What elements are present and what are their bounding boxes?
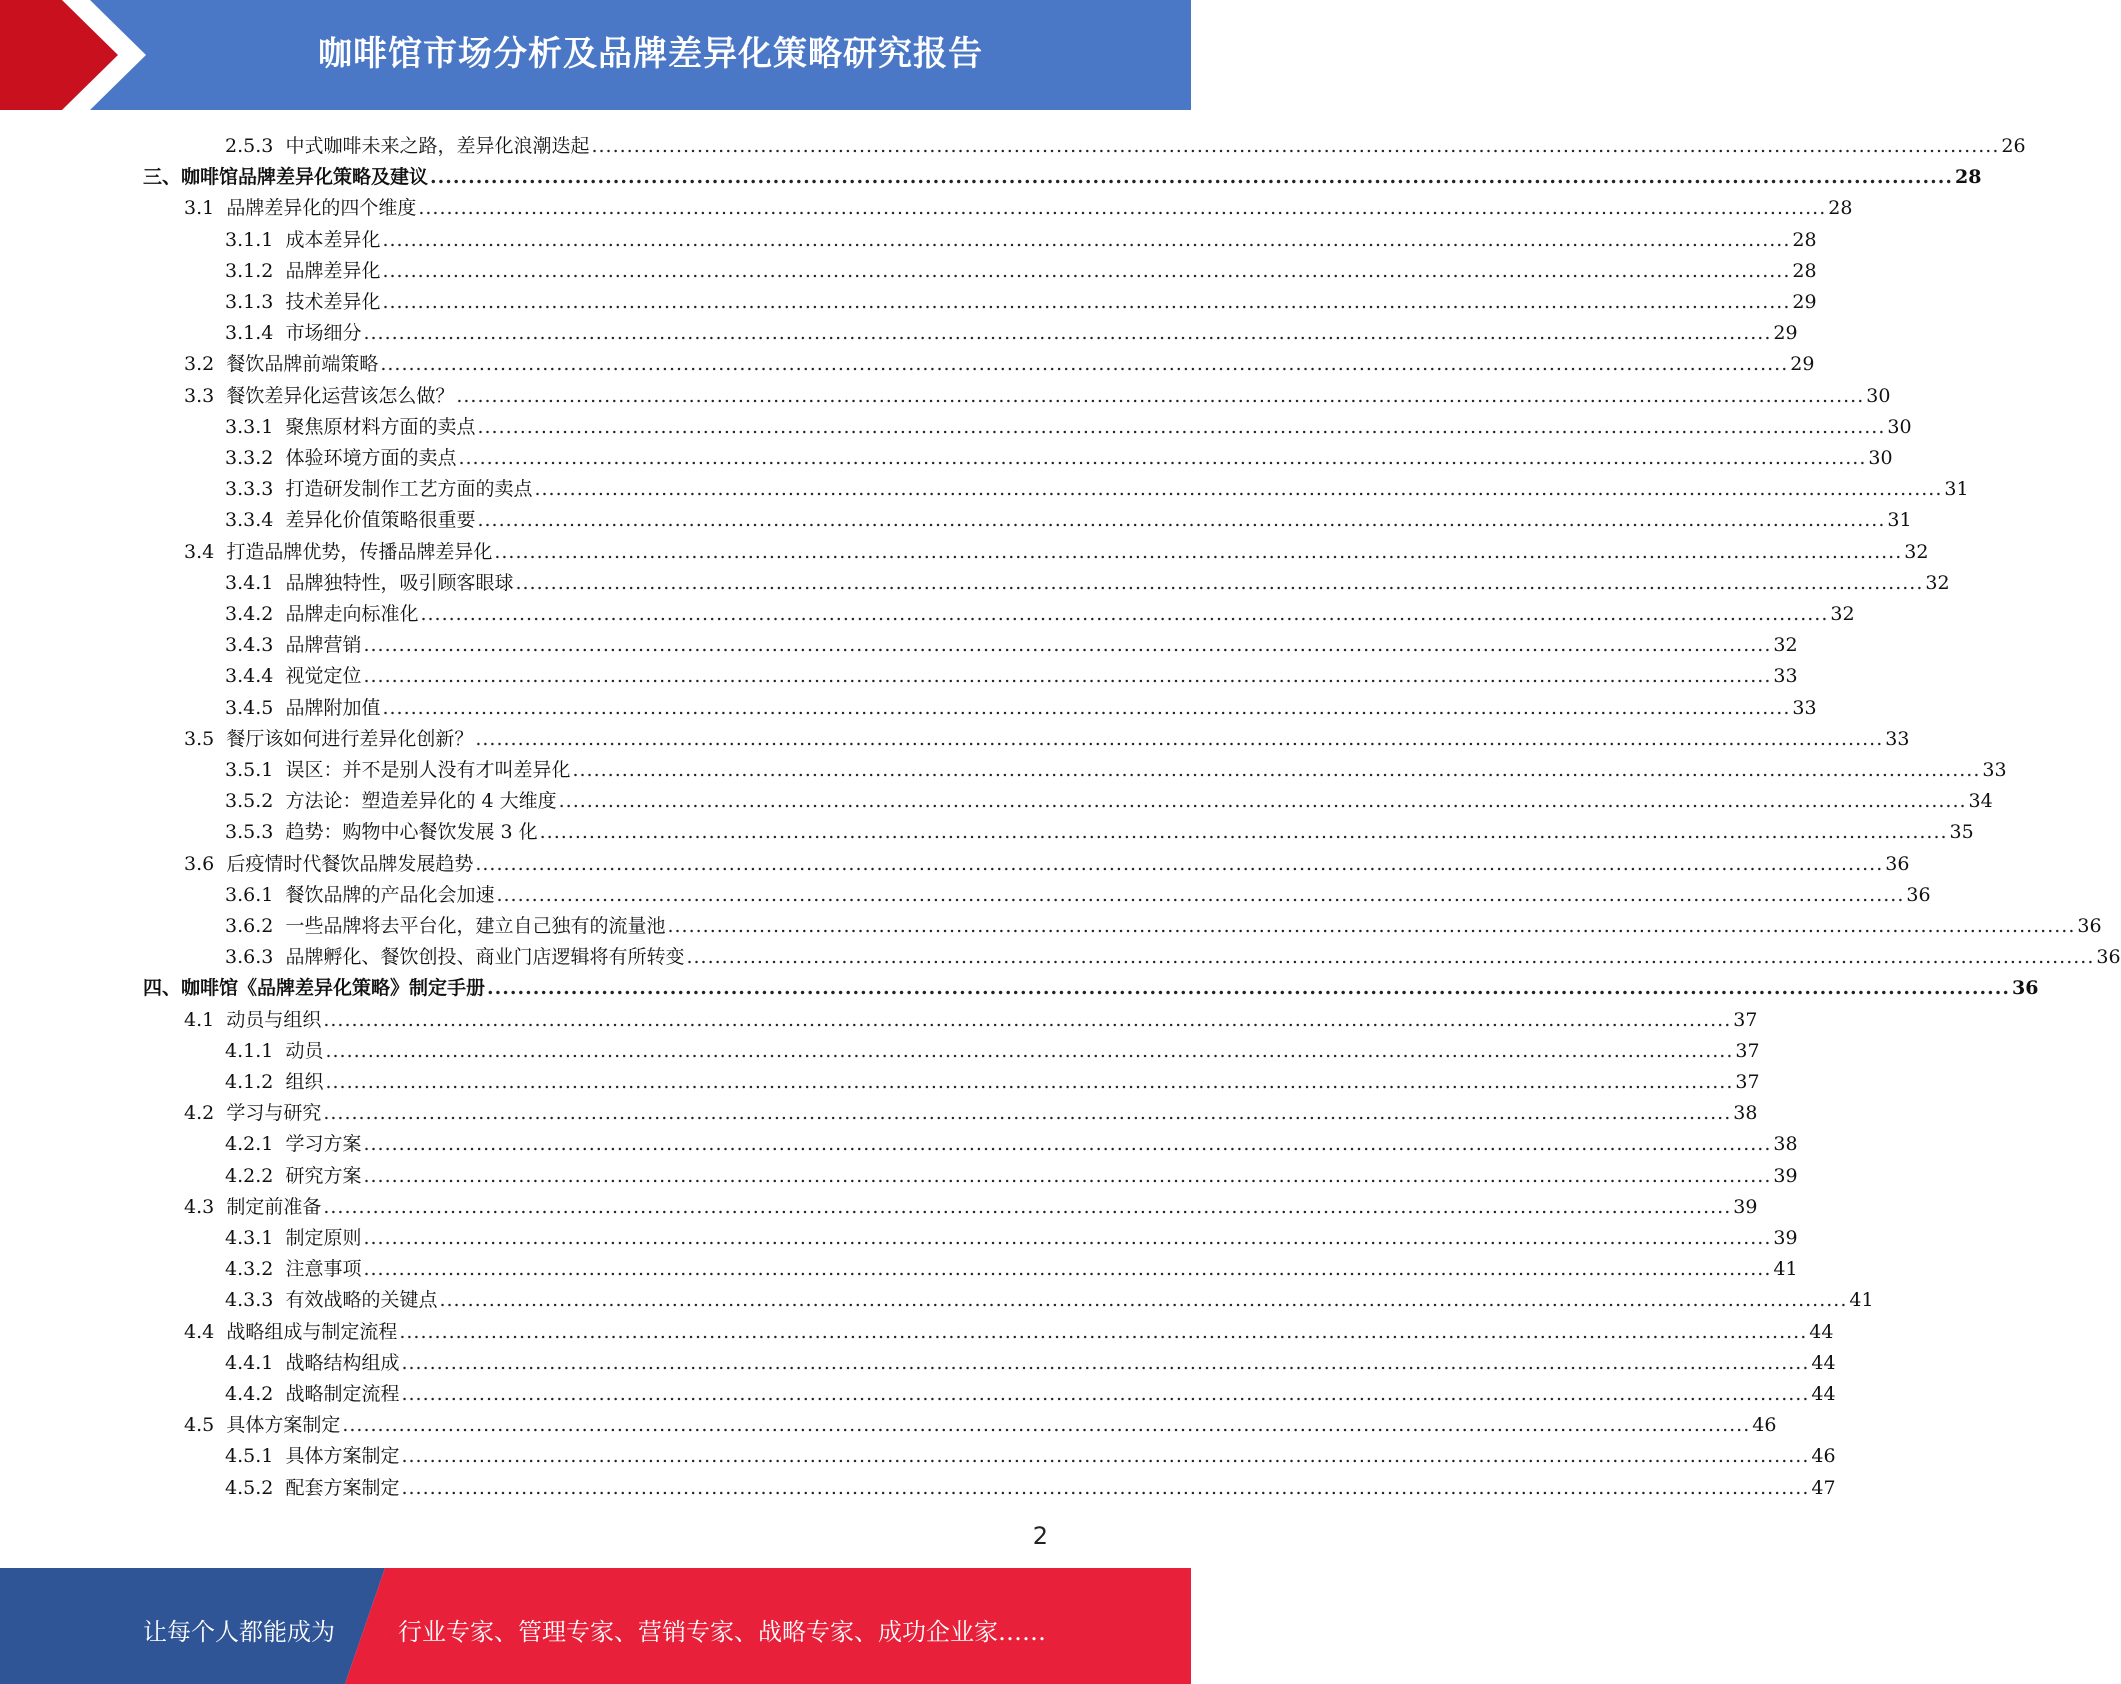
toc-entry-gap: [214, 1320, 226, 1344]
toc-entry-number: 3.6.1: [225, 883, 274, 906]
toc-entry-title: 成本差异化: [285, 228, 381, 251]
toc-dot-leader: ........................................................................................................................................................................................................: [401, 1445, 1810, 1468]
toc-entry-gap: [273, 508, 285, 532]
toc-entry-gap: [273, 633, 285, 657]
toc-entry[interactable]: [184, 846, 1910, 876]
toc-entry-number: 4.5.1: [225, 1445, 274, 1468]
toc-entry-page: 32: [1904, 540, 1929, 563]
toc-entry-title: 具体方案制定: [226, 1414, 341, 1437]
toc-entry-page: 30: [1868, 447, 1893, 469]
toc-entry-title: 注意事项: [285, 1258, 362, 1281]
toc-dot-leader: ........................................................................................................................................................................................................: [380, 353, 1789, 376]
toc-dot-leader: ........................................................................................................................................................................................................: [401, 1351, 1810, 1374]
toc-entry-title: 品牌附加值: [285, 696, 381, 719]
toc-entry-title: 动员: [285, 1039, 324, 1062]
toc-entry-page: 41: [1773, 1258, 1798, 1281]
toc-dot-leader: ........................................................................................................................................................................................................: [475, 852, 1884, 875]
toc-entry-title: 打造研发制作工艺方面的卖点: [285, 478, 533, 501]
toc-entry-number: 3.6: [184, 852, 215, 875]
toc-entry-gap: [273, 134, 285, 158]
toc-entry-page: 30: [1887, 415, 1912, 438]
toc-entry-title: 三、咖啡馆品牌差异化策略及建议: [143, 166, 429, 189]
toc-entry-gap: [273, 415, 285, 439]
toc-entry[interactable]: [225, 1282, 1874, 1312]
toc-entry-gap: [273, 259, 285, 283]
toc-dot-leader: ........................................................................................................................................................................................................: [558, 790, 1967, 813]
toc-entry[interactable]: [225, 752, 2007, 782]
toc-entry-title: 战略组成与制定流程: [226, 1320, 398, 1343]
toc-dot-leader: ........................................................................................................................................................................................................: [363, 1258, 1772, 1281]
toc-entry-gap: [273, 1288, 285, 1312]
toc-entry[interactable]: [225, 877, 1931, 907]
toc-entry-number: 3.6.2: [225, 915, 274, 937]
toc-entry-title: 误区：并不是别人没有才叫差异化: [285, 759, 571, 781]
toc-entry-title: 学习方案: [285, 1133, 362, 1156]
toc-entry[interactable]: [184, 721, 1910, 751]
toc-entry-number: 3.1.4: [225, 322, 274, 345]
toc-dot-leader: ........................................................................................................................................................................................................: [456, 384, 1865, 407]
toc-dot-leader: ........................................................................................................................................................................................................: [515, 571, 1924, 594]
toc-entry-number: 4.5.2: [225, 1476, 274, 1499]
toc-entry[interactable]: [184, 378, 1891, 408]
toc-entry-number: 3.6.3: [225, 946, 274, 969]
toc-dot-leader: ........................................................................................................................................................................................................: [325, 1039, 1734, 1062]
toc-entry-number: 4.3.1: [225, 1227, 274, 1249]
toc-entry-page: 28: [1792, 259, 1817, 282]
toc-entry[interactable]: [184, 1189, 1758, 1219]
toc-entry-gap: [273, 1476, 285, 1500]
toc-entry[interactable]: [143, 970, 2039, 1000]
toc-entry-number: 3.1.1: [225, 228, 274, 251]
toc-entry-page: 44: [1811, 1383, 1836, 1405]
toc-entry-page: 37: [1735, 1071, 1760, 1093]
toc-entry-title: 后疫情时代餐饮品牌发展趋势: [226, 852, 474, 875]
toc-entry-page: 39: [1773, 1227, 1798, 1249]
toc-entry-gap: [214, 1413, 226, 1437]
toc-dot-leader: ........................................................................................................................................................................................................: [494, 540, 1903, 563]
toc-entry-title: 餐饮品牌的产品化会加速: [285, 883, 495, 906]
toc-entry-page: 38: [1773, 1133, 1798, 1156]
toc-entry-number: 3.1: [184, 197, 215, 220]
toc-entry-page: 44: [1809, 1320, 1834, 1343]
toc-dot-leader: ........................................................................................................................................................................................................: [325, 1071, 1734, 1093]
toc-entry-page: 29: [1792, 291, 1817, 313]
toc-dot-leader: ........................................................................................................................................................................................................: [686, 946, 2095, 969]
toc-dot-leader: ........................................................................................................................................................................................................: [363, 634, 1772, 657]
toc-entry[interactable]: [225, 627, 1798, 657]
toc-entry[interactable]: [225, 440, 1893, 470]
toc-entry-number: 4.5: [184, 1414, 215, 1437]
toc-dot-leader: ........................................................................................................................................................................................................: [477, 415, 1886, 438]
toc-entry[interactable]: [225, 409, 1912, 439]
toc-entry-page: 36: [2096, 946, 2121, 969]
toc-entry-number: 4.1.1: [225, 1039, 274, 1062]
toc-entry-title: 技术差异化: [285, 291, 381, 313]
toc-dot-leader: ........................................................................................................................................................................................................: [323, 1102, 1732, 1125]
toc-entry-gap: [273, 228, 285, 252]
toc-entry-title: 具体方案制定: [285, 1445, 400, 1468]
toc-entry-page: 31: [1887, 509, 1912, 532]
toc-entry-number: 4.2.1: [225, 1133, 274, 1156]
toc-entry[interactable]: [225, 315, 1798, 345]
toc-dot-leader: ........................................................................................................................................................................................................: [363, 322, 1772, 345]
toc-entry[interactable]: [184, 346, 1815, 376]
toc-entry[interactable]: [225, 908, 2102, 938]
toc-entry-gap: [273, 664, 285, 688]
red-arrow-decoration: [0, 0, 150, 110]
toc-dot-leader: ........................................................................................................................................................................................................: [475, 727, 1884, 750]
toc-entry-page: 32: [1830, 603, 1855, 625]
toc-entry-page: 36: [2077, 915, 2102, 937]
toc-dot-leader: ........................................................................................................................................................................................................: [382, 696, 1791, 719]
toc-entry-gap: [273, 1070, 285, 1094]
toc-dot-leader: ........................................................................................................................................................................................................: [667, 915, 2076, 937]
toc-dot-leader: ........................................................................................................................................................................................................: [439, 1289, 1848, 1312]
toc-entry-number: 3.5.2: [225, 790, 274, 813]
toc-entry[interactable]: [225, 1251, 1798, 1281]
toc-entry-number: 3.5.1: [225, 759, 274, 781]
toc-dot-leader: ........................................................................................................................................................................................................: [382, 291, 1791, 313]
toc-entry-title: 学习与研究: [226, 1102, 322, 1125]
toc-entry-page: 36: [2011, 977, 2039, 1000]
toc-dot-leader: ........................................................................................................................................................................................................: [363, 1227, 1772, 1249]
toc-dot-leader: ........................................................................................................................................................................................................: [430, 166, 1953, 189]
toc-entry-gap: [273, 883, 285, 907]
toc-entry-number: 4.2: [184, 1102, 215, 1125]
toc-entry-gap: [214, 1195, 226, 1219]
toc-entry-gap: [273, 321, 285, 345]
toc-entry[interactable]: [225, 1438, 1836, 1468]
toc-entry-page: 29: [1773, 322, 1798, 345]
toc-entry[interactable]: [225, 565, 1950, 595]
toc-entry-page: 38: [1733, 1102, 1758, 1125]
toc-entry[interactable]: [225, 939, 2121, 969]
toc-entry-gap: [273, 1257, 285, 1281]
toc-entry[interactable]: [225, 222, 1817, 252]
toc-dot-leader: ........................................................................................................................................................................................................: [342, 1414, 1751, 1437]
toc-entry[interactable]: [225, 1126, 1798, 1156]
toc-entry-title: 餐厅该如何进行差异化创新？: [226, 727, 474, 750]
toc-entry[interactable]: [225, 1376, 1836, 1406]
toc-entry-page: 32: [1773, 634, 1798, 657]
toc-entry-number: 3.1.2: [225, 259, 274, 282]
toc-entry-title: 动员与组织: [226, 1008, 322, 1031]
toc-entry-gap: [214, 352, 226, 376]
toc-entry-gap: [273, 914, 285, 938]
toc-entry-gap: [273, 602, 285, 626]
toc-entry-gap: [273, 1039, 285, 1063]
toc-entry[interactable]: [225, 783, 1993, 813]
toc-entry-page: 39: [1733, 1195, 1758, 1218]
toc-entry-title: 品牌营销: [285, 634, 362, 657]
toc-entry-number: 3.4.1: [225, 571, 274, 594]
toc-entry-number: 3.5.3: [225, 821, 274, 844]
toc-entry-page: 32: [1925, 571, 1950, 594]
toc-entry-gap: [273, 290, 285, 314]
footer-banner: [0, 1568, 1191, 1684]
toc-entry-number: 4.4.1: [225, 1351, 274, 1374]
toc-entry-number: 3.1.3: [225, 291, 274, 313]
toc-entry[interactable]: [225, 253, 1817, 283]
toc-entry-number: 4.4.2: [225, 1383, 274, 1405]
toc-entry-title: 战略制定流程: [285, 1383, 400, 1405]
toc-entry-page: 33: [1773, 665, 1798, 688]
toc-entry-gap: [273, 1351, 285, 1375]
toc-entry-gap: [273, 571, 285, 595]
toc-entry-page: 46: [1811, 1445, 1836, 1468]
toc-entry[interactable]: [225, 1470, 1836, 1500]
toc-entry-gap: [273, 945, 285, 969]
toc-entry-page: 37: [1733, 1008, 1758, 1031]
toc-entry-gap: [273, 446, 285, 470]
toc-entry-gap: [214, 384, 226, 408]
toc-dot-leader: ........................................................................................................................................................................................................: [539, 821, 1948, 844]
toc-entry-title: 四、咖啡馆《品牌差异化策略》制定手册: [143, 977, 486, 1000]
header-bar: [0, 0, 1191, 110]
toc-entry-title: 品牌差异化: [285, 259, 381, 282]
toc-entry-number: 3.3.3: [225, 478, 274, 501]
toc-entry[interactable]: [225, 1345, 1836, 1375]
toc-entry-gap: [273, 1382, 285, 1406]
toc-entry[interactable]: [225, 128, 2026, 158]
toc-entry-title: 研究方案: [285, 1164, 362, 1187]
toc-entry-number: 3.5: [184, 727, 215, 750]
toc-entry-gap: [273, 1226, 285, 1250]
toc-entry-page: 34: [1968, 790, 1993, 813]
toc-dot-leader: ........................................................................................................................................................................................................: [496, 883, 1905, 906]
toc-entry-gap: [273, 758, 285, 782]
toc-entry-page: 33: [1885, 727, 1910, 750]
toc-entry[interactable]: [184, 1095, 1758, 1125]
toc-entry-page: 33: [1792, 696, 1817, 719]
toc-entry-number: 4.4: [184, 1320, 215, 1343]
toc-entry-title: 视觉定位: [285, 665, 362, 688]
toc-entry-title: 聚焦原材料方面的卖点: [285, 415, 476, 438]
toc-dot-leader: ........................................................................................................................................................................................................: [382, 228, 1791, 251]
toc-dot-leader: ........................................................................................................................................................................................................: [399, 1320, 1808, 1343]
toc-dot-leader: ........................................................................................................................................................................................................: [323, 1008, 1732, 1031]
toc-entry[interactable]: [184, 1314, 1834, 1344]
toc-entry-title: 有效战略的关键点: [285, 1289, 438, 1312]
toc-entry-gap: [273, 696, 285, 720]
toc-entry-number: 3.4.4: [225, 665, 274, 688]
toc-entry[interactable]: [184, 190, 1853, 220]
toc-entry-title: 战略结构组成: [285, 1351, 400, 1374]
toc-dot-leader: ........................................................................................................................................................................................................: [534, 478, 1943, 501]
toc-entry-number: 3.4.2: [225, 603, 274, 625]
toc-entry-gap: [273, 1132, 285, 1156]
toc-entry-title: 打造品牌优势，传播品牌差异化: [226, 540, 493, 563]
toc-entry-title: 组织: [285, 1071, 324, 1093]
toc-entry-title: 制定前准备: [226, 1195, 322, 1218]
document-title: 咖啡馆市场分析及品牌差异化策略研究报告: [318, 34, 983, 74]
toc-entry-gap: [273, 789, 285, 813]
toc-entry[interactable]: [184, 534, 1929, 564]
toc-entry-number: 4.2.2: [225, 1164, 274, 1187]
toc-entry-page: 44: [1811, 1351, 1836, 1374]
toc-entry-gap: [273, 1444, 285, 1468]
toc-dot-leader: ........................................................................................................................................................................................................: [418, 197, 1827, 220]
toc-entry-title: 餐饮差异化运营该怎么做？: [226, 384, 455, 407]
toc-entry-title: 趋势：购物中心餐饮发展 3 化: [285, 821, 538, 844]
toc-entry[interactable]: [225, 284, 1817, 314]
toc-dot-leader: ........................................................................................................................................................................................................: [382, 259, 1791, 282]
toc-entry-number: 3.3: [184, 384, 215, 407]
toc-entry-page: 41: [1849, 1289, 1874, 1312]
toc-entry-number: 4.3.3: [225, 1289, 274, 1312]
toc-entry-gap: [273, 1164, 285, 1188]
toc-entry-gap: [214, 727, 226, 751]
toc-dot-leader: ........................................................................................................................................................................................................: [401, 1476, 1810, 1499]
toc-entry-gap: [214, 1008, 226, 1032]
toc-entry-number: 3.3.4: [225, 509, 274, 532]
toc-entry-title: 品牌独特性，吸引顾客眼球: [285, 571, 514, 594]
toc-entry-number: 4.1: [184, 1008, 215, 1031]
toc-entry-number: 3.2: [184, 353, 215, 376]
toc-entry[interactable]: [225, 658, 1798, 688]
toc-entry-page: 33: [1982, 759, 2007, 781]
toc-entry-title: 中式咖啡未来之路，差异化浪潮迭起: [285, 135, 590, 157]
toc-dot-leader: ........................................................................................................................................................................................................: [363, 665, 1772, 688]
toc-entry-title: 品牌差异化的四个维度: [226, 197, 417, 220]
toc-entry[interactable]: [225, 502, 1912, 532]
toc-entry-page: 36: [1906, 883, 1931, 906]
toc-entry-gap: [273, 820, 285, 844]
toc-entry-title: 品牌走向标准化: [285, 603, 419, 625]
toc-entry[interactable]: [225, 596, 1855, 626]
toc-entry[interactable]: [225, 1158, 1798, 1188]
toc-entry-page: 46: [1752, 1414, 1777, 1437]
toc-entry[interactable]: [184, 1002, 1758, 1032]
toc-entry-page: 36: [1885, 852, 1910, 875]
toc-dot-leader: ........................................................................................................................................................................................................: [401, 1383, 1810, 1405]
toc-entry-title: 市场细分: [285, 322, 362, 345]
toc-entry-number: 3.4: [184, 540, 215, 563]
toc-dot-leader: ........................................................................................................................................................................................................: [477, 509, 1886, 532]
toc-entry-number: 3.4.3: [225, 634, 274, 657]
toc-entry[interactable]: [225, 1033, 1760, 1063]
toc-entry[interactable]: [184, 1407, 1777, 1437]
toc-entry[interactable]: [225, 1220, 1798, 1250]
toc-entry-title: 方法论：塑造差异化的 4 大维度: [285, 790, 557, 813]
toc-entry-page: 28: [1954, 166, 1982, 189]
toc-entry-title: 体验环境方面的卖点: [285, 447, 457, 469]
toc-entry-title: 配套方案制定: [285, 1476, 400, 1499]
toc-entry[interactable]: [225, 471, 1969, 501]
toc-dot-leader: ........................................................................................................................................................................................................: [323, 1195, 1732, 1218]
toc-entry-number: 4.1.2: [225, 1071, 274, 1093]
toc-entry-number: 3.3.1: [225, 415, 274, 438]
toc-entry-title: 品牌孵化、餐饮创投、商业门店逻辑将有所转变: [285, 946, 685, 969]
toc-entry-gap: [273, 477, 285, 501]
toc-entry[interactable]: [225, 814, 1974, 844]
toc-dot-leader: ........................................................................................................................................................................................................: [487, 977, 2010, 1000]
toc-entry[interactable]: [225, 690, 1817, 720]
toc-entry-gap: [214, 1101, 226, 1125]
toc-dot-leader: ........................................................................................................................................................................................................: [458, 447, 1867, 469]
toc-entry-page: 28: [1792, 228, 1817, 251]
toc-entry-title: 差异化价值策略很重要: [285, 509, 476, 532]
toc-entry-page: 39: [1773, 1164, 1798, 1187]
toc-entry-page: 35: [1949, 821, 1974, 844]
toc-entry-title: 一些品牌将去平台化，建立自己独有的流量池: [285, 915, 666, 937]
toc-entry-number: 4.3: [184, 1195, 215, 1218]
toc-entry-gap: [214, 852, 226, 876]
toc-entry-gap: [214, 540, 226, 564]
toc-entry-page: 26: [2001, 135, 2026, 157]
toc-entry[interactable]: [225, 1064, 1760, 1094]
footer-slogan-left: 让每个人都能成为: [143, 1618, 335, 1646]
toc-dot-leader: ........................................................................................................................................................................................................: [363, 1164, 1772, 1187]
toc-entry-title: 制定原则: [285, 1227, 362, 1249]
toc-entry[interactable]: [143, 159, 1982, 189]
page-number: 2: [1032, 1522, 1048, 1550]
toc-entry-number: 4.3.2: [225, 1258, 274, 1281]
toc-entry-title: 餐饮品牌前端策略: [226, 353, 379, 376]
toc-entry-page: 29: [1790, 353, 1815, 376]
toc-entry-page: 37: [1735, 1039, 1760, 1062]
toc-dot-leader: ........................................................................................................................................................................................................: [363, 1133, 1772, 1156]
footer-slogan-right: 行业专家、管理专家、营销专家、战略专家、成功企业家……: [398, 1618, 1046, 1646]
toc-entry-gap: [214, 196, 226, 220]
toc-entry-number: 3.4.5: [225, 696, 274, 719]
toc-entry-page: 47: [1811, 1476, 1836, 1499]
toc-entry-page: 31: [1944, 478, 1969, 501]
toc-entry-number: 2.5.3: [225, 135, 274, 157]
toc-dot-leader: ........................................................................................................................................................................................................: [420, 603, 1829, 625]
toc-entry-number: 3.3.2: [225, 447, 274, 469]
toc-dot-leader: ........................................................................................................................................................................................................: [572, 759, 1981, 781]
toc-entry-page: 30: [1866, 384, 1891, 407]
toc-dot-leader: ........................................................................................................................................................................................................: [591, 135, 2000, 157]
toc-entry-page: 28: [1828, 197, 1853, 220]
